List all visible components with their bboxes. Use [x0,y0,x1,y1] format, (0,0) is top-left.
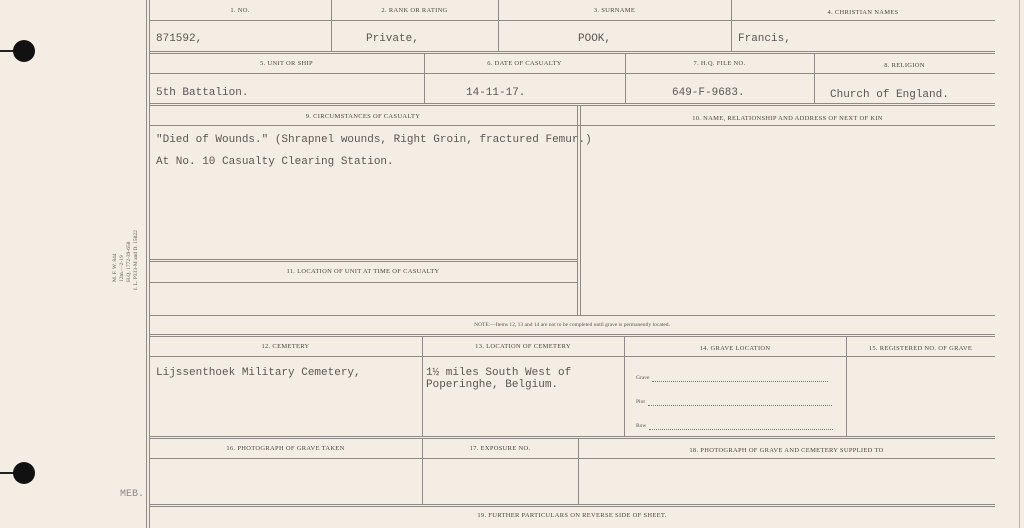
row1-header-line [149,20,995,21]
side-print-4: I. L. P333-M and D. 15822 [133,230,139,290]
header-unit: 5. UNIT OR SHIP [260,60,313,67]
value-location-1: 1½ miles South West of [426,367,572,379]
row1-bottom [149,51,995,52]
header-registered-no: 15. REGISTERED NO. OF GRAVE [868,345,973,352]
header-location-of-cemetery: 13. LOCATION OF CEMETERY [475,343,571,350]
value-circumstances-2: At No. 10 Casualty Clearing Station. [156,156,394,168]
grave-label: Grave [636,375,650,381]
value-file-no: 649-F-9683. [672,87,745,99]
left-border [146,0,147,528]
value-christian-names: Francis, [738,33,791,45]
row-label: Row [636,423,647,429]
header-rank: 2. RANK OR RATING [381,7,448,14]
header-photo-taken: 16. PHOTOGRAPH OF GRAVE TAKEN [226,445,345,452]
header-file-no: 7. H.Q. FILE NO. [693,60,746,67]
side-print-2: 12m.—2-19 [119,255,125,282]
header-cemetery: 12. CEMETERY [261,343,310,350]
value-location-2: Poperinghe, Belgium. [426,379,559,391]
value-circumstances-1: "Died of Wounds." (Shrapnel wounds, Right Groin, fractured Femur.) [156,134,592,146]
header-date: 6. DATE OF CASUALTY [487,60,562,67]
header-next-of-kin: 10. NAME, RELATIONSHIP AND ADDRESS OF NEXT OF KIN [692,115,883,122]
header-surname: 3. SURNAME [593,7,636,14]
side-print-3: H.Q. 1772-39-658 [126,241,132,282]
value-date: 14-11-17. [466,87,526,99]
header-grave-location: 14. GRAVE LOCATION [699,345,771,352]
right-border [1019,0,1020,528]
note: NOTE:—Items 12, 13 and 14 are not to be completed until grave is permanently located. [474,322,670,328]
value-unit: 5th Battalion. [156,87,249,99]
value-number: 871592, [156,33,203,45]
header-location-of-unit: 11. LOCATION OF UNIT AT TIME OF CASUALTY [286,268,440,275]
value-cemetery: Lijssenthoek Military Cemetery, [156,367,361,379]
initials: MEB. [120,489,145,500]
header-photo-supplied: 18. PHOTOGRAPH OF GRAVE AND CEMETERY SUPPLIED TO [689,447,884,454]
header-no: 1. NO. [230,7,250,14]
header-religion: 8. RELIGION [884,62,925,69]
side-print-1: M. F. W. 844 [112,253,118,282]
header-christian-names: 4. CHRISTIAN NAMES [827,9,899,16]
row2-bottom [149,103,995,104]
punch-hole-bottom [13,462,35,484]
plot-label: Plot [636,399,645,405]
value-surname: POOK, [578,33,612,45]
value-rank: Private, [366,33,419,45]
header-exposure: 17. EXPOSURE NO. [469,445,531,452]
punch-hole-top [13,40,35,62]
footer-further-particulars: 19. FURTHER PARTICULARS ON REVERSE SIDE OF SHEET. [477,512,667,519]
header-circumstances: 9. CIRCUMSTANCES OF CASUALTY [305,113,421,120]
value-religion: Church of England. [830,89,949,101]
